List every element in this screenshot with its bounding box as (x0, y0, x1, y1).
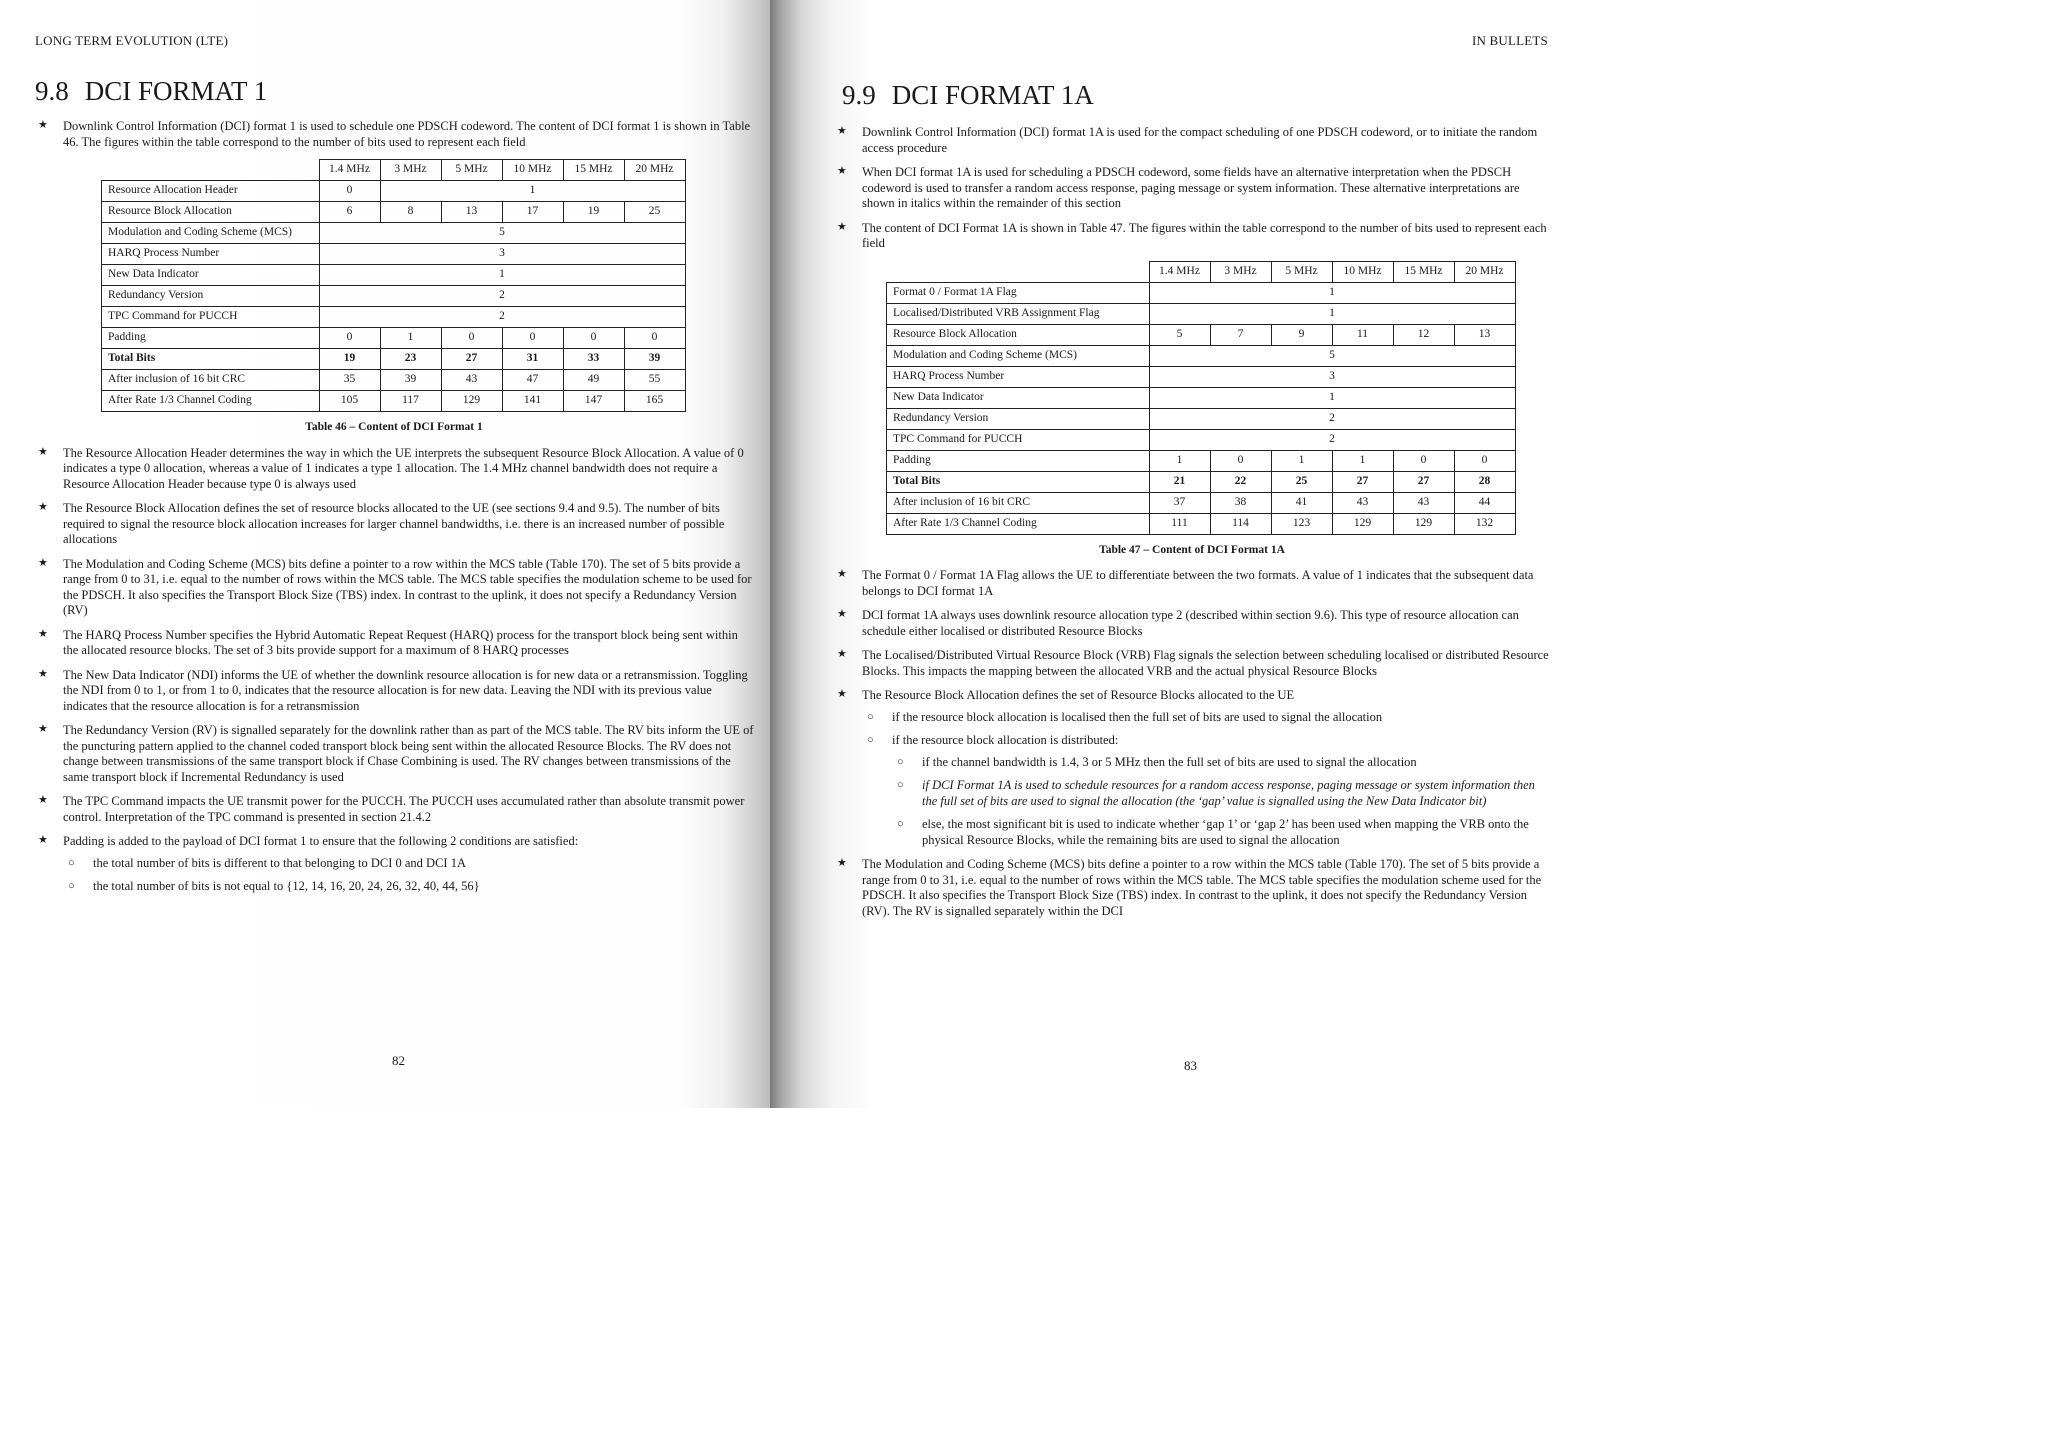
cell: 129 (1332, 513, 1393, 534)
cell: 39 (624, 349, 685, 370)
cell: 129 (1393, 513, 1454, 534)
table-46 (101, 159, 686, 412)
table-row (887, 303, 1516, 324)
field-name: Total Bits (887, 471, 1150, 492)
cell: 111 (1149, 513, 1210, 534)
table-row (887, 324, 1516, 345)
cell: 43 (441, 370, 502, 391)
circle-bullet-icon: ○ (867, 734, 874, 746)
circle-bullet-icon: ○ (68, 856, 75, 869)
cell: 37 (1149, 492, 1210, 513)
star-bullet-icon: ★ (38, 627, 48, 640)
sub-sub-item (892, 817, 1552, 848)
cell: 129 (441, 391, 502, 412)
cell: 0 (441, 328, 502, 349)
circle-bullet-icon: ○ (897, 818, 904, 830)
star-bullet-icon: ★ (837, 608, 847, 620)
cell: 0 (1454, 450, 1515, 471)
star-bullet-icon: ★ (837, 165, 847, 177)
page-number: 83 (1184, 1058, 1197, 1073)
sub-text: the total number of bits is not equal to {12, 14, 16, 20, 24, 26, 32, 40, 44, 56} (93, 879, 480, 893)
sub-text: the total number of bits is different to that belonging to DCI 0 and DCI 1A (93, 855, 466, 870)
sub-item (63, 856, 755, 872)
cell: 44 (1454, 492, 1515, 513)
star-bullet-icon: ★ (38, 794, 48, 806)
bullet-item (33, 794, 755, 825)
bullet-text: Downlink Control Information (DCI) format 1A is used for the compact scheduling of one PDSCH codeword, or to initiate the random access procedure (862, 125, 1538, 155)
field-name: Total Bits (102, 349, 320, 370)
bullet-item (832, 608, 1552, 639)
field-name: Redundancy Version (887, 408, 1150, 429)
section-title-text: DCI FORMAT 1A (891, 80, 1094, 110)
table-46-wrap (101, 159, 755, 412)
circle-bullet-icon: ○ (867, 710, 874, 723)
col-header: 10 MHz (1332, 261, 1393, 282)
cell: 2 (1149, 408, 1515, 429)
bullet-text: Padding is added to the payload of DCI format 1 to ensure that the following 2 conditions are satisfied: (63, 834, 579, 848)
table-row (887, 282, 1516, 303)
star-bullet-icon: ★ (837, 220, 847, 233)
cell: 13 (441, 202, 502, 223)
cell: 21 (1149, 471, 1210, 492)
section-title (842, 80, 1094, 111)
cell: 0 (1210, 450, 1271, 471)
bullet-text: The content of DCI Format 1A is shown in Table 47. The figures within the table correspond to the number of bits used to represent each field (862, 220, 1547, 250)
table-row (102, 307, 686, 328)
cell: 5 (319, 223, 685, 244)
bullet-item (832, 125, 1552, 156)
sub-text-italic: if DCI Format 1A is used to schedule resources for a random access response, paging message or system information then the full set of bits are used to signal the allocation (the ‘gap’ value is signalled using the New Data Indicator bit) (922, 778, 1535, 808)
bullet-text: DCI format 1A always uses downlink resource allocation type 2 (described within section 9.6). This type of resource allocation can schedule either localised or distributed Resource Blocks (862, 608, 1519, 638)
table-47 (886, 261, 1516, 535)
cell: 7 (1210, 324, 1271, 345)
cell: 19 (319, 349, 380, 370)
cell: 1 (1149, 387, 1515, 408)
bullet-item (832, 688, 1552, 848)
cell: 17 (502, 202, 563, 223)
cell: 2 (1149, 429, 1515, 450)
section-number: 9.9 (842, 80, 876, 110)
section-number: 9.8 (35, 76, 69, 106)
field-name: Format 0 / Format 1A Flag (887, 282, 1150, 303)
bullet-item (33, 834, 755, 895)
bullet-item (832, 165, 1552, 212)
body-bullets (33, 446, 755, 895)
table-row (102, 244, 686, 265)
cell: 13 (1454, 324, 1515, 345)
table-row (102, 391, 686, 412)
cell: 11 (1332, 324, 1393, 345)
table-row (887, 408, 1516, 429)
field-name: TPC Command for PUCCH (102, 307, 320, 328)
field-name: HARQ Process Number (887, 366, 1150, 387)
table-header-row (102, 160, 686, 181)
bullet-item (33, 668, 755, 715)
field-name: Redundancy Version (102, 286, 320, 307)
cell: 1 (1271, 450, 1332, 471)
table-row (102, 370, 686, 391)
sub-item (862, 733, 1552, 848)
sub-sub-list (892, 755, 1552, 849)
cell: 1 (380, 328, 441, 349)
left-page (0, 0, 770, 1108)
cell: 43 (1393, 492, 1454, 513)
field-name: Padding (102, 328, 320, 349)
col-header: 10 MHz (502, 160, 563, 181)
star-bullet-icon: ★ (38, 723, 48, 735)
sub-text: else, the most significant bit is used to indicate whether ‘gap 1’ or ‘gap 2’ has been used when mapping the VRB onto the physical Resource Blocks, while the remaining bits are used to signal the allocation (922, 817, 1529, 847)
sub-sub-item (892, 755, 1552, 771)
right-page (770, 0, 1568, 1108)
col-header: 1.4 MHz (1149, 261, 1210, 282)
field-name: Modulation and Coding Scheme (MCS) (102, 223, 320, 244)
cell: 43 (1332, 492, 1393, 513)
cell: 0 (563, 328, 624, 349)
table-47-wrap (886, 261, 1552, 535)
cell: 0 (502, 328, 563, 349)
sub-list (63, 856, 755, 895)
star-bullet-icon: ★ (38, 834, 48, 846)
table-row (887, 366, 1516, 387)
field-name: Localised/Distributed VRB Assignment Flag (887, 303, 1150, 324)
sub-sub-item (892, 778, 1552, 809)
circle-bullet-icon: ○ (68, 880, 75, 892)
table-row (887, 450, 1516, 471)
star-bullet-icon: ★ (38, 445, 48, 458)
table-caption: Table 46 – Content of DCI Format 1 (305, 421, 483, 433)
cell: 114 (1210, 513, 1271, 534)
cell: 3 (319, 244, 685, 265)
table-row (887, 492, 1516, 513)
cell: 0 (1393, 450, 1454, 471)
table-row (102, 265, 686, 286)
circle-bullet-icon: ○ (897, 755, 904, 768)
bullet-text: The Redundancy Version (RV) is signalled separately for the downlink rather than as part of the MCS table. The RV bits inform the UE of the puncturing pattern applied to the channel coded transport block being sent within the allocated Resource Blocks. The RV does not change between transmissions of the same transport block if Chase Combining is used. The RV changes between transmissions of the same transport block if Incremental Redundancy is used (63, 723, 754, 784)
cell: 27 (1393, 471, 1454, 492)
cell: 3 (1149, 366, 1515, 387)
bullet-item (33, 723, 755, 785)
cell: 0 (319, 181, 380, 202)
bullet-item (33, 501, 755, 548)
left-content (33, 119, 755, 904)
star-bullet-icon: ★ (837, 857, 847, 869)
cell: 27 (1332, 471, 1393, 492)
star-bullet-icon: ★ (38, 501, 48, 513)
star-bullet-icon: ★ (837, 568, 847, 580)
cell: 5 (1149, 345, 1515, 366)
bullet-item (33, 628, 755, 659)
cell: 123 (1271, 513, 1332, 534)
bullet-text: The Resource Block Allocation defines the set of Resource Blocks allocated to the UE (862, 688, 1295, 702)
cell: 38 (1210, 492, 1271, 513)
cell: 23 (380, 349, 441, 370)
table-header-row (887, 261, 1516, 282)
cell: 1 (1149, 450, 1210, 471)
bullet-item (832, 568, 1552, 599)
field-name: HARQ Process Number (102, 244, 320, 265)
table-row (102, 223, 686, 244)
table-row (102, 181, 686, 202)
star-bullet-icon: ★ (38, 556, 48, 569)
bullet-text: The Modulation and Coding Scheme (MCS) bits define a pointer to a row within the MCS table (Table 170). The set of 5 bits provide a range from 0 to 31, i.e. equal to the number of rows within the MCS table. The MCS table specifies the modulation scheme used for the PDSCH. It also specifies the Transport Block Size (TBS) index. In contrast to the uplink, it does not specify the Redundancy Version (RV). The RV is signalled separately within the DCI (862, 857, 1542, 918)
field-name: After inclusion of 16 bit CRC (102, 370, 320, 391)
cell: 141 (502, 391, 563, 412)
star-bullet-icon: ★ (837, 125, 847, 137)
field-name: After Rate 1/3 Channel Coding (887, 513, 1150, 534)
col-header: 20 MHz (1454, 261, 1515, 282)
cell: 39 (380, 370, 441, 391)
table-row (887, 513, 1516, 534)
cell: 35 (319, 370, 380, 391)
field-name: New Data Indicator (102, 265, 320, 286)
col-header: 5 MHz (441, 160, 502, 181)
col-header: 1.4 MHz (319, 160, 380, 181)
cell: 9 (1271, 324, 1332, 345)
page-number: 82 (392, 1053, 405, 1068)
intro-list (832, 125, 1552, 252)
cell: 19 (563, 202, 624, 223)
field-name: TPC Command for PUCCH (887, 429, 1150, 450)
sub-item (862, 710, 1552, 726)
cell: 6 (319, 202, 380, 223)
body-bullets (832, 568, 1552, 919)
col-header: 5 MHz (1271, 261, 1332, 282)
running-head: IN BULLETS (1471, 33, 1548, 48)
bullet-item (33, 557, 755, 619)
bullet-item (33, 446, 755, 493)
cell: 105 (319, 391, 380, 412)
table-row (887, 387, 1516, 408)
bullet-text: The TPC Command impacts the UE transmit power for the PUCCH. The PUCCH uses accumulated rather than absolute transmit power control. Interpretation of the TPC command is presented in section 21.4.2 (63, 794, 745, 824)
bullet-text: The HARQ Process Number specifies the Hybrid Automatic Repeat Request (HARQ) process for the transport block being sent within the allocated resource blocks. The set of 3 bits provide support for a maximum of 8 HARQ processes (63, 627, 738, 657)
cell: 2 (319, 286, 685, 307)
cell: 117 (380, 391, 441, 412)
sub-text: if the resource block allocation is localised then the full set of bits are used to signal the allocation (892, 709, 1383, 724)
table-row (102, 202, 686, 223)
cell: 1 (1149, 282, 1515, 303)
cell: 8 (380, 202, 441, 223)
bullet-text: The Format 0 / Format 1A Flag allows the UE to differentiate between the two formats. A value of 1 indicates that the subsequent data belongs to DCI format 1A (862, 568, 1534, 598)
cell: 22 (1210, 471, 1271, 492)
col-header: 15 MHz (1393, 261, 1454, 282)
circle-bullet-icon: ○ (897, 779, 904, 791)
intro-text: Downlink Control Information (DCI) format 1 is used to schedule one PDSCH codeword. The content of DCI format 1 is shown in Table 46. The figures within the table correspond to the number of bits used to represent each field (63, 119, 751, 149)
table-row (887, 345, 1516, 366)
cell: 49 (563, 370, 624, 391)
cell: 5 (1149, 324, 1210, 345)
bullet-item (832, 857, 1552, 919)
intro-list (33, 119, 755, 150)
bullet-text: The Resource Block Allocation defines the set of resource blocks allocated to the UE (see sections 9.4 and 9.5). The number of bits required to signal the resource block allocation increases for larger channel bandwidths, i.e. there is an increased number of possible allocations (63, 501, 725, 546)
intro-bullet (33, 119, 755, 150)
col-header: 3 MHz (380, 160, 441, 181)
cell: 1 (1149, 303, 1515, 324)
field-name: New Data Indicator (887, 387, 1150, 408)
table-row-total (102, 349, 686, 370)
cell: 28 (1454, 471, 1515, 492)
cell: 1 (1332, 450, 1393, 471)
cell: 33 (563, 349, 624, 370)
col-header: 20 MHz (624, 160, 685, 181)
sub-text: if the channel bandwidth is 1.4, 3 or 5 MHz then the full set of bits are used to signal the allocation (922, 754, 1417, 769)
table-caption: Table 47 – Content of DCI Format 1A (1099, 543, 1285, 556)
cell: 165 (624, 391, 685, 412)
field-name: Resource Block Allocation (102, 202, 320, 223)
bullet-text: When DCI format 1A is used for scheduling a PDSCH codeword, some fields have an alternative interpretation when the PDSCH codeword is used to transfer a random access response, paging message or system information. These alternative interpretations are shown in italics within the remainder of this section (862, 165, 1520, 210)
cell: 1 (380, 181, 685, 202)
cell: 2 (319, 307, 685, 328)
bullet-text: The Localised/Distributed Virtual Resource Block (VRB) Flag signals the selection between scheduling localised or distributed Resource Blocks. This impacts the mapping between the allocated VRB and the actual physical Resource Blocks (862, 648, 1549, 678)
cell: 1 (319, 265, 685, 286)
cell: 31 (502, 349, 563, 370)
star-bullet-icon: ★ (837, 688, 847, 700)
sub-item (63, 879, 755, 895)
running-head: LONG TERM EVOLUTION (LTE) (35, 33, 229, 48)
right-content (832, 125, 1552, 928)
field-name: After Rate 1/3 Channel Coding (102, 391, 320, 412)
cell: 12 (1393, 324, 1454, 345)
field-name: After inclusion of 16 bit CRC (887, 492, 1150, 513)
col-header: 15 MHz (563, 160, 624, 181)
field-name: Padding (887, 450, 1150, 471)
cell: 25 (1271, 471, 1332, 492)
star-bullet-icon: ★ (837, 648, 847, 660)
cell: 41 (1271, 492, 1332, 513)
field-name: Resource Block Allocation (887, 324, 1150, 345)
table-row (887, 429, 1516, 450)
cell: 132 (1454, 513, 1515, 534)
col-header: 3 MHz (1210, 261, 1271, 282)
cell: 25 (624, 202, 685, 223)
cell: 27 (441, 349, 502, 370)
cell: 147 (563, 391, 624, 412)
table-row (102, 286, 686, 307)
field-name: Modulation and Coding Scheme (MCS) (887, 345, 1150, 366)
bullet-item (832, 648, 1552, 679)
section-title (35, 76, 267, 107)
sub-list (862, 710, 1552, 849)
cell: 47 (502, 370, 563, 391)
table-row (102, 328, 686, 349)
cell: 0 (624, 328, 685, 349)
bullet-text: The Modulation and Coding Scheme (MCS) bits define a pointer to a row within the MCS table (Table 170). The set of 5 bits provide a range from 0 to 31, i.e. equal to the number of rows within the MCS table. The MCS table specifies the modulation scheme to be used for the PDSCH. It also specifies the Transport Block Size (TBS) index. In contrast to the uplink, it does not specify a Redundancy Version (RV) (63, 556, 752, 617)
cell: 55 (624, 370, 685, 391)
star-bullet-icon: ★ (38, 119, 48, 131)
sub-text: if the resource block allocation is distributed: (892, 733, 1119, 747)
bullet-text: The New Data Indicator (NDI) informs the UE of whether the downlink resource allocation is for new data or a retransmission. Toggling the NDI from 0 to 1, or from 1 to 0, indicates that the resource allocation is for new data. Leaving the NDI with its previous value indicates that the resource allocation is for a retransmission (63, 667, 748, 713)
bullet-text: The Resource Allocation Header determines the way in which the UE interprets the subsequent Resource Block Allocation. A value of 0 indicates a type 0 allocation, whereas a value of 1 indicates a type 1 allocation. The 1.4 MHz channel bandwidth does not require a Resource Allocation Header because type 0 is always used (63, 445, 744, 491)
star-bullet-icon: ★ (38, 667, 48, 680)
section-title-text: DCI FORMAT 1 (84, 76, 268, 106)
table-row-total (887, 471, 1516, 492)
cell: 0 (319, 328, 380, 349)
field-name: Resource Allocation Header (102, 181, 320, 202)
bullet-item (832, 221, 1552, 252)
